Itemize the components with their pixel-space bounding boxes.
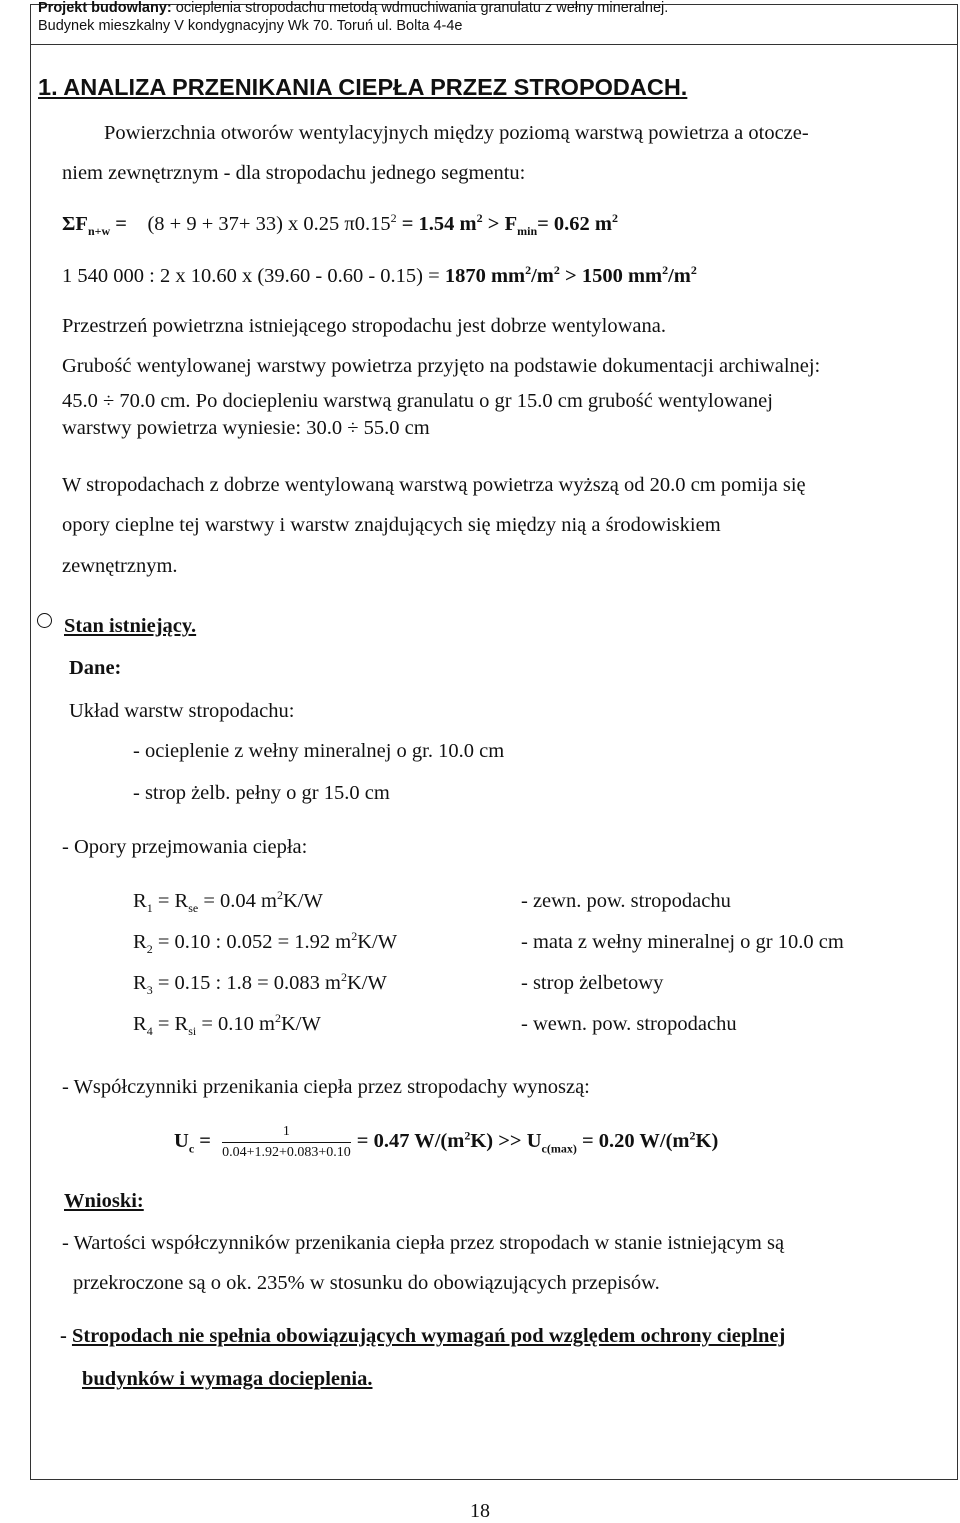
formula-uc bbox=[174, 1124, 718, 1161]
conclusion-1-line-1: - Wartości współczynników przenikania ciepła przez stropodach w stanie istniejącym są bbox=[62, 1232, 785, 1254]
r-formula-a: = R bbox=[152, 890, 189, 912]
per-m: /m bbox=[531, 265, 554, 287]
formula-vent-area bbox=[62, 211, 619, 239]
para-resistance-2: opory cieplne tej warstwy i warstw znajdujących się między nią a środowiskiem bbox=[62, 514, 721, 536]
fraction-denominator: 0.04+1.92+0.083+0.10 bbox=[222, 1142, 351, 1161]
bullet-circle-icon bbox=[37, 613, 52, 628]
e4: 2 bbox=[690, 263, 697, 278]
r-exp: 2 bbox=[274, 1011, 281, 1026]
r-symbol: R bbox=[133, 931, 147, 953]
r-sub2: si bbox=[188, 1024, 197, 1039]
page-number: 18 bbox=[470, 1500, 490, 1522]
resistance-r2-desc: - mata z wełny mineralnej o gr 10.0 cm bbox=[521, 931, 844, 953]
layer-slab: - strop żelb. pełny o gr 15.0 cm bbox=[133, 782, 390, 804]
resistances-label: - Opory przejmowania ciepła: bbox=[62, 836, 308, 858]
r-formula-a: = 0.15 : 1.8 = 0.083 m bbox=[152, 972, 341, 994]
resistance-r1-desc: - zewn. pow. stropodachu bbox=[521, 890, 731, 912]
r-exp: 2 bbox=[276, 888, 283, 903]
uc-max-sub: c(max) bbox=[541, 1141, 577, 1156]
uc-result-4: K) bbox=[695, 1130, 719, 1153]
resistance-r2 bbox=[133, 929, 398, 957]
uc-exp: 2 bbox=[464, 1128, 471, 1143]
layer-insulation: - ocieplenie z wełny mineralnej o gr. 10.0 cm bbox=[133, 740, 505, 762]
conclusion-2-line-2: budynków i wymaga docieplenia. bbox=[82, 1368, 373, 1390]
resistance-r3-desc: - strop żelbetowy bbox=[521, 972, 664, 994]
para-ventilated: Przestrzeń powietrzna istniejącego stropodachu jest dobrze wentylowana. bbox=[62, 315, 666, 337]
fraction-numerator: 1 bbox=[282, 1124, 290, 1139]
uc-result-3: = 0.20 W/(m bbox=[576, 1130, 690, 1153]
header-rule bbox=[30, 44, 958, 45]
gt-fmin: > F bbox=[482, 213, 518, 235]
e1: 2 bbox=[525, 263, 532, 278]
para-thickness-2: 45.0 ÷ 70.0 cm. Po dociepleniu warstwą granulatu o gr 15.0 cm grubość wentylowanej bbox=[62, 390, 773, 412]
r-sub: 1 bbox=[146, 901, 153, 916]
uc-result: = 0.47 W/(m bbox=[356, 1130, 465, 1153]
uc-eq: = bbox=[194, 1130, 217, 1153]
r-formula-b: = 0.10 m bbox=[196, 1013, 275, 1035]
conclusion-dash: - bbox=[60, 1325, 72, 1347]
result-exp: 2 bbox=[476, 211, 483, 226]
resistance-r3 bbox=[133, 970, 387, 998]
r-sub: 2 bbox=[146, 942, 153, 957]
r-unit: K/W bbox=[280, 1013, 321, 1035]
resistance-r1 bbox=[133, 888, 323, 916]
para-resistance-3: zewnętrznym. bbox=[62, 555, 178, 577]
intro-line-1: Powierzchnia otworów wentylacyjnych między poziomą warstwą powietrza a otocze- bbox=[104, 122, 809, 144]
r-formula-b: = 0.04 m bbox=[198, 890, 277, 912]
conclusion-2-text: Stropodach nie spełnia obowiązujących wymagań pod względem ochrony cieplnej bbox=[71, 1325, 786, 1347]
ratio-gt: > 1500 mm bbox=[559, 265, 663, 287]
r-unit: K/W bbox=[357, 931, 398, 953]
ratio-result: 1870 mm bbox=[444, 265, 526, 287]
exp-2: 2 bbox=[390, 211, 397, 226]
r-formula-a: = 0.10 : 0.052 = 1.92 m bbox=[152, 931, 352, 953]
eq-sign: = bbox=[110, 213, 133, 235]
area-result: = 1.54 m bbox=[396, 213, 477, 235]
fmin-value: = 0.62 m bbox=[537, 213, 613, 235]
uc-result-2: K) >> U bbox=[470, 1130, 542, 1153]
header-project-label: Projekt budowlany: bbox=[38, 0, 172, 16]
r-exp: 2 bbox=[351, 929, 358, 944]
para-resistance-1: W stropodachach z dobrze wentylowaną warstwą powietrza wyższą od 20.0 cm pomija się bbox=[62, 474, 806, 496]
r-unit: K/W bbox=[346, 972, 387, 994]
header-address: Budynek mieszkalny V kondygnacyjny Wk 70. Toruń ul. Bolta 4-4e bbox=[38, 18, 463, 34]
uc-fraction bbox=[222, 1124, 351, 1161]
heading-conclusions: Wnioski: bbox=[64, 1190, 144, 1212]
header-project bbox=[38, 0, 668, 16]
r-formula-a: = R bbox=[152, 1013, 189, 1035]
conclusion-2-line-1 bbox=[60, 1325, 785, 1348]
section-title: 1. ANALIZA PRZENIKANIA CIEPŁA PRZEZ STROPODACH. bbox=[38, 74, 688, 100]
e3: 2 bbox=[662, 263, 669, 278]
area-expression: (8 + 9 + 37+ 33) x 0.25 π0.15 bbox=[147, 213, 391, 235]
para-thickness-3: warstwy powietrza wyniesie: 30.0 ÷ 55.0 cm bbox=[62, 417, 430, 439]
r-sub: 3 bbox=[146, 983, 153, 998]
r-unit: K/W bbox=[282, 890, 323, 912]
r-symbol: R bbox=[133, 890, 147, 912]
r-symbol: R bbox=[133, 972, 147, 994]
conclusion-1-line-2: przekroczone są o ok. 235% w stosunku do obowiązujących przepisów. bbox=[73, 1272, 660, 1294]
r-exp: 2 bbox=[340, 970, 347, 985]
sigma-f: ΣF bbox=[62, 213, 88, 235]
per-m2: /m bbox=[668, 265, 691, 287]
layers-label: Układ warstw stropodachu: bbox=[69, 700, 295, 722]
r-sub2: se bbox=[188, 901, 199, 916]
ratio-expression: 1 540 000 : 2 x 10.60 x (39.60 - 0.60 - 0.15) = bbox=[62, 265, 445, 287]
uc-sub: c bbox=[188, 1141, 195, 1156]
coefficients-label: - Współczynniki przenikania ciepła przez stropodachy wynoszą: bbox=[62, 1076, 590, 1098]
r-symbol: R bbox=[133, 1013, 147, 1035]
intro-line-2: niem zewnętrznym - dla stropodachu jednego segmentu: bbox=[62, 162, 526, 184]
sub-nw: n+w bbox=[87, 224, 111, 239]
para-thickness-1: Grubość wentylowanej warstwy powietrza przyjęto na podstawie dokumentacji archiwalnej: bbox=[62, 355, 821, 377]
formula-ratio bbox=[62, 265, 697, 288]
heading-dane: Dane: bbox=[69, 657, 122, 679]
uc-exp-2: 2 bbox=[689, 1128, 696, 1143]
rhs-exp: 2 bbox=[612, 211, 619, 226]
resistance-r4-desc: - wewn. pow. stropodachu bbox=[521, 1013, 737, 1035]
uc-symbol: U bbox=[174, 1130, 189, 1153]
sub-min: min bbox=[517, 224, 538, 239]
r-sub: 4 bbox=[146, 1024, 153, 1039]
resistance-r4 bbox=[133, 1011, 321, 1039]
e2: 2 bbox=[553, 263, 560, 278]
header-project-desc: ocieplenia stropodachu metodą wdmuchiwania granulatu z wełny mineralnej. bbox=[171, 0, 669, 16]
heading-existing-state: Stan istniejący. bbox=[64, 615, 197, 637]
